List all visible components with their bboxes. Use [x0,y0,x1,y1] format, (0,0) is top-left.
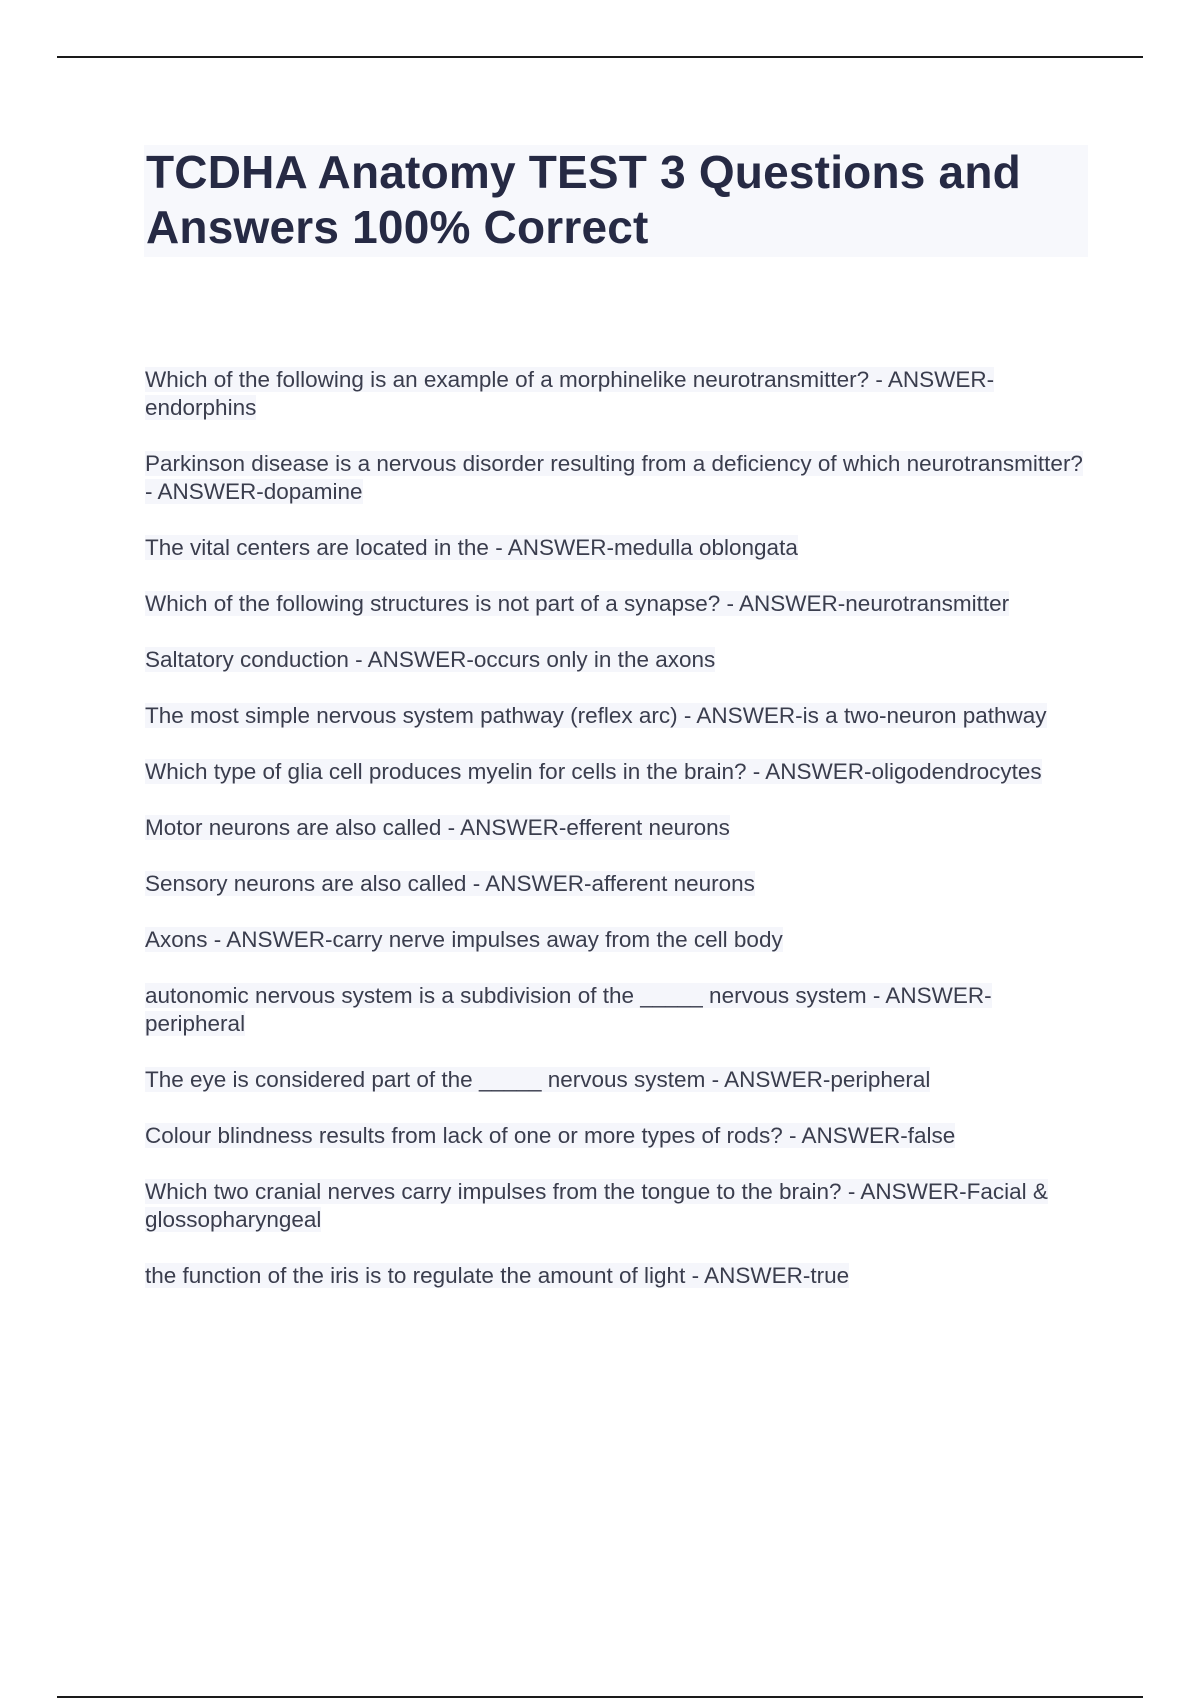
qa-text: The vital centers are located in the - ANSWER-medulla oblongata [145,535,798,560]
qa-text: Saltatory conduction - ANSWER-occurs only in the axons [145,647,716,672]
qa-item [145,450,1085,506]
qa-item [145,534,1085,562]
bottom-rule [57,1696,1143,1698]
qa-text: The most simple nervous system pathway (reflex arc) - ANSWER-is a two-neuron pathway [145,703,1047,728]
qa-text: Motor neurons are also called - ANSWER-efferent neurons [145,815,730,840]
qa-text: Which two cranial nerves carry impulses from the tongue to the brain? - ANSWER-Facial & glossopharyngeal [145,1179,1048,1232]
top-rule [57,56,1143,58]
qa-item [145,870,1085,898]
qa-item [145,366,1085,422]
qa-item [145,926,1085,954]
qa-text: Parkinson disease is a nervous disorder resulting from a deficiency of which neurotransmitter? - ANSWER-dopamine [145,451,1083,504]
qa-text: Which type of glia cell produces myelin for cells in the brain? - ANSWER-oligodendrocytes [145,759,1042,784]
document-title: TCDHA Anatomy TEST 3 Questions and Answers 100% Correct [146,146,1021,253]
qa-list [145,366,1085,1318]
qa-text: Which of the following is an example of a morphinelike neurotransmitter? - ANSWER-endorphins [145,367,995,420]
qa-item [145,1122,1085,1150]
qa-item [145,1262,1085,1290]
qa-text: The eye is considered part of the _____ nervous system - ANSWER-peripheral [145,1067,931,1092]
qa-item [145,646,1085,674]
qa-item [145,982,1085,1038]
title-block [144,145,1088,257]
qa-item [145,1178,1085,1234]
qa-item [145,1066,1085,1094]
qa-text: Sensory neurons are also called - ANSWER-afferent neurons [145,871,755,896]
qa-text: the function of the iris is to regulate the amount of light - ANSWER-true [145,1263,850,1288]
qa-text: Axons - ANSWER-carry nerve impulses away from the cell body [145,927,783,952]
qa-text: Which of the following structures is not part of a synapse? - ANSWER-neurotransmitter [145,591,1010,616]
qa-text: autonomic nervous system is a subdivision of the _____ nervous system - ANSWER-peripheral [145,983,992,1036]
qa-item [145,702,1085,730]
qa-text: Colour blindness results from lack of one or more types of rods? - ANSWER-false [145,1123,956,1148]
qa-item [145,814,1085,842]
qa-item [145,758,1085,786]
qa-item [145,590,1085,618]
